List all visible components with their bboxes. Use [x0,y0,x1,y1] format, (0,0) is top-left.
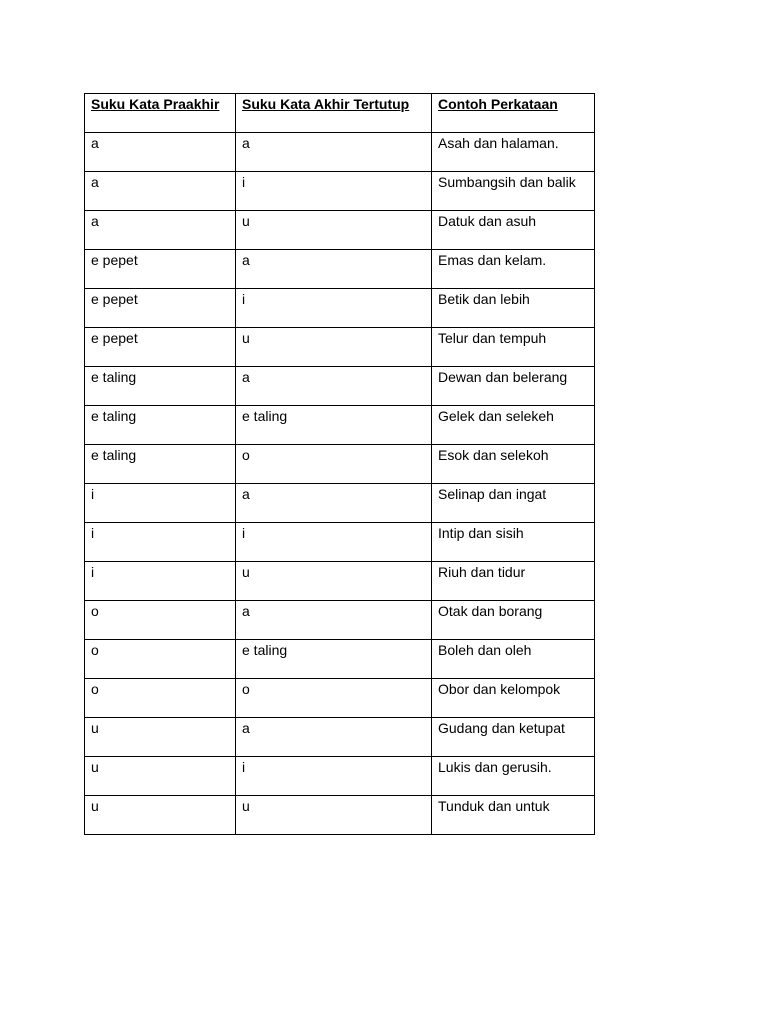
cell-final-syllable: e taling [236,640,432,679]
cell-penultimate-syllable: u [85,796,236,835]
cell-example-words: Betik dan lebih [432,289,595,328]
cell-penultimate-syllable: a [85,133,236,172]
header-final-closed-syllable: Suku Kata Akhir Tertutup [236,94,432,133]
cell-final-syllable: u [236,328,432,367]
cell-penultimate-syllable: i [85,562,236,601]
table-row [85,172,595,211]
cell-penultimate-syllable: e taling [85,367,236,406]
cell-final-syllable: i [236,289,432,328]
cell-example-words: Otak dan borang [432,601,595,640]
cell-final-syllable: o [236,679,432,718]
table-row [85,562,595,601]
table-row [85,445,595,484]
cell-final-syllable: a [236,484,432,523]
table-row [85,406,595,445]
cell-example-words: Lukis dan gerusih. [432,757,595,796]
table-row [85,484,595,523]
table-row [85,640,595,679]
cell-example-words: Gelek dan selekeh [432,406,595,445]
cell-penultimate-syllable: a [85,211,236,250]
cell-example-words: Sumbangsih dan balik [432,172,595,211]
cell-final-syllable: a [236,718,432,757]
table-body [85,133,595,835]
table-row [85,757,595,796]
table-header [85,94,595,133]
cell-final-syllable: i [236,757,432,796]
cell-example-words: Obor dan kelompok [432,679,595,718]
cell-example-words: Telur dan tempuh [432,328,595,367]
table-row [85,250,595,289]
table-row [85,211,595,250]
cell-penultimate-syllable: a [85,172,236,211]
cell-final-syllable: i [236,172,432,211]
cell-example-words: Tunduk dan untuk [432,796,595,835]
cell-final-syllable: i [236,523,432,562]
cell-penultimate-syllable: e pepet [85,328,236,367]
cell-penultimate-syllable: o [85,679,236,718]
cell-final-syllable: a [236,601,432,640]
cell-example-words: Intip dan sisih [432,523,595,562]
cell-final-syllable: a [236,367,432,406]
cell-final-syllable: u [236,562,432,601]
table-row [85,289,595,328]
cell-example-words: Selinap dan ingat [432,484,595,523]
cell-penultimate-syllable: i [85,484,236,523]
cell-final-syllable: a [236,250,432,289]
cell-penultimate-syllable: o [85,640,236,679]
table-row [85,601,595,640]
cell-final-syllable: o [236,445,432,484]
cell-penultimate-syllable: e taling [85,406,236,445]
header-penultimate-syllable: Suku Kata Praakhir [85,94,236,133]
cell-penultimate-syllable: o [85,601,236,640]
cell-example-words: Riuh dan tidur [432,562,595,601]
cell-penultimate-syllable: u [85,757,236,796]
header-row [85,94,595,133]
cell-penultimate-syllable: u [85,718,236,757]
cell-example-words: Datuk dan asuh [432,211,595,250]
header-example-words: Contoh Perkataan [432,94,595,133]
cell-example-words: Esok dan selekoh [432,445,595,484]
table-row [85,718,595,757]
cell-example-words: Asah dan halaman. [432,133,595,172]
cell-final-syllable: u [236,796,432,835]
cell-final-syllable: u [236,211,432,250]
cell-penultimate-syllable: e pepet [85,250,236,289]
table-row [85,523,595,562]
table-row [85,367,595,406]
cell-example-words: Emas dan kelam. [432,250,595,289]
cell-example-words: Gudang dan ketupat [432,718,595,757]
syllable-table [84,93,595,835]
cell-final-syllable: a [236,133,432,172]
cell-penultimate-syllable: i [85,523,236,562]
cell-penultimate-syllable: e taling [85,445,236,484]
table-row [85,133,595,172]
cell-final-syllable: e taling [236,406,432,445]
table-row [85,679,595,718]
table-row [85,328,595,367]
cell-example-words: Boleh dan oleh [432,640,595,679]
table-row [85,796,595,835]
cell-example-words: Dewan dan belerang [432,367,595,406]
cell-penultimate-syllable: e pepet [85,289,236,328]
